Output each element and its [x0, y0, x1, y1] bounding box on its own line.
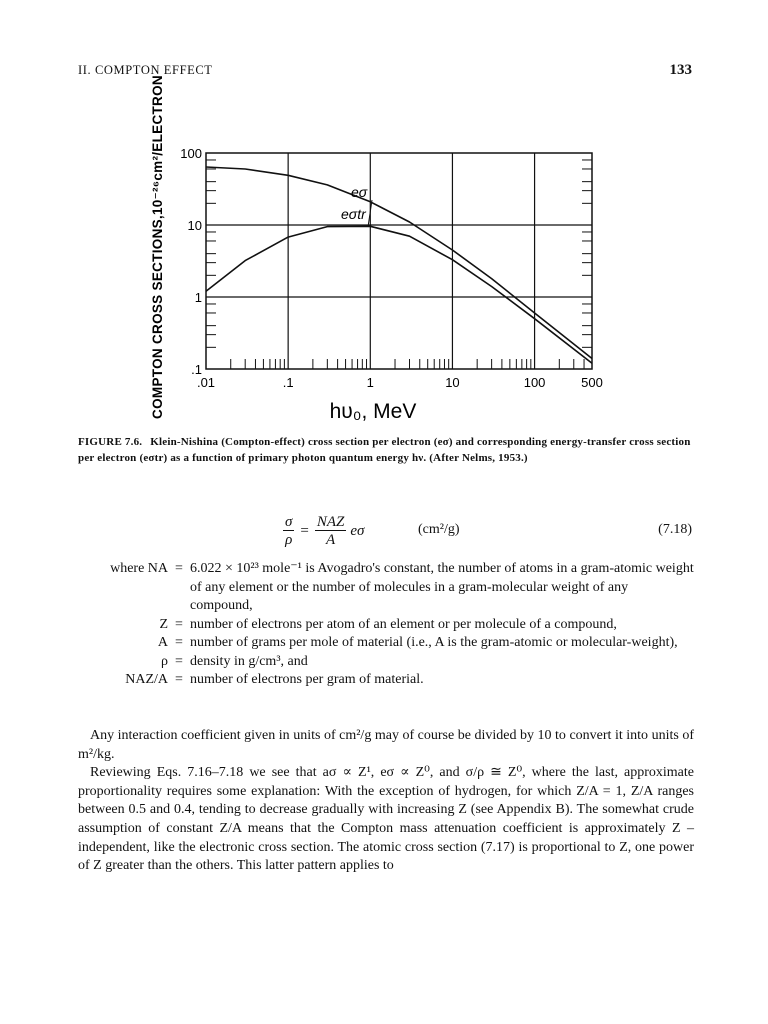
curve-label-sigma: eσ: [351, 184, 368, 200]
definition-item: ρ = density in g/cm³, and: [78, 653, 694, 672]
y-tick-label: 1: [194, 290, 202, 305]
eq-rhs-numerator: NAZ: [316, 514, 345, 530]
figure-chart: [0, 0, 768, 430]
definition-list: [78, 560, 694, 690]
eq-lhs-numerator: σ: [285, 514, 293, 530]
definition-term: A: [157, 635, 168, 650]
definition-item: where NA = 6.022 × 10²³ mole⁻¹ is Avogadro's constant, the number of atoms in a gram-atomic weight of any element or the number of molecules in a gram-molecular weight of any compound,: [78, 560, 694, 616]
definition-text: 6.022 × 10²³ mole⁻¹ is Avogadro's constant, the number of atoms in a gram-atomic weight of any element or the number of molecules in a gram-molecular weight of any compound,: [190, 561, 694, 613]
definition-text: number of electrons per gram of material.: [190, 672, 424, 687]
definition-text: number of grams per mole of material (i.e., A is the gram-atomic or molecular-weight),: [190, 635, 678, 650]
figure-caption: [78, 434, 694, 466]
y-tick-label: 10: [187, 218, 202, 233]
y-tick-label: .1: [191, 362, 202, 377]
x-tick-label: 1: [366, 375, 374, 390]
paragraph: Reviewing Eqs. 7.16–7.18 we see that aσ ∝ Z¹, eσ ∝ Z⁰, and σ/ρ ≅ Z⁰, where the last, approximate proportionality requires some explanation: With the exception of hydrogen, for which Z/A = 1, Z/A ranges between 0.5 and 0.4, tending to decrease gradually with increasing Z (see Appendix B). The somewhat crude assumption of constant Z/A means that the Compton mass attenuation coefficient is approximately Z – independent, like the electronic cross section. The atomic cross section (7.17) is proportional to Z, one power of Z greater than the others. This latter pattern applies to: [78, 765, 694, 874]
equation-expression: $\frac{\sigma}{\rho}$ = $\frac{\text{NAZ}}{A}$ eσ: [285, 514, 365, 548]
running-head: II. COMPTON EFFECT: [78, 63, 213, 77]
figure-label: FIGURE 7.6.: [78, 436, 143, 448]
eq-lhs-denominator: ρ: [285, 532, 293, 548]
definition-text: number of electrons per atom of an element or per molecule of a compound,: [190, 616, 617, 632]
definition-text: density in g/cm³, and: [190, 653, 308, 669]
definition-term: NAZ/A: [125, 672, 168, 687]
caption-text: Klein-Nishina (Compton-effect) cross section per electron (eσ) and corresponding energy-transfer cross section per electron (eσtr) as a function of primary photon quantum energy hν. (After Nelms, 1953.): [78, 436, 691, 464]
definition-term: ρ: [161, 653, 168, 669]
x-tick-label: 10: [445, 375, 460, 390]
definition-item: NAZ/A = number of electrons per gram of material.: [78, 671, 694, 690]
definition-term: Z: [159, 616, 168, 632]
x-axis-label: hυ₀, MeV: [329, 400, 417, 423]
x-tick-label: .01: [196, 375, 216, 390]
tick-labels: [180, 146, 603, 390]
y-axis-label: COMPTON CROSS SECTIONS,10⁻²⁶cm²/ELECTRON: [150, 75, 165, 419]
eq-factor: eσ: [350, 523, 365, 539]
eq-rhs-denominator: A: [326, 532, 336, 548]
x-tick-label: .1: [282, 375, 294, 390]
equation-number: (7.18): [658, 522, 692, 537]
y-tick-label: 100: [180, 146, 202, 161]
grid: [206, 153, 592, 369]
x-tick-label: 500: [581, 375, 603, 390]
page-number: 133: [669, 62, 692, 78]
definition-item: A = number of grams per mole of material (i.e., A is the gram-atomic or molecular-weight),: [78, 634, 694, 653]
equation-7-18: [0, 514, 768, 554]
x-tick-label: 100: [523, 375, 546, 390]
paragraph: Any interaction coefficient given in units of cm²/g may of course be divided by 10 to convert it into units of m²/kg.: [78, 728, 694, 762]
definition-item: Z = number of electrons per atom of an element or per molecule of a compound,: [78, 616, 694, 635]
curve-label-sigma-tr: eσtr: [341, 206, 366, 222]
equation-units: (cm²/g): [418, 522, 460, 537]
definition-term: where NA: [110, 561, 168, 576]
body-text: [78, 727, 694, 876]
